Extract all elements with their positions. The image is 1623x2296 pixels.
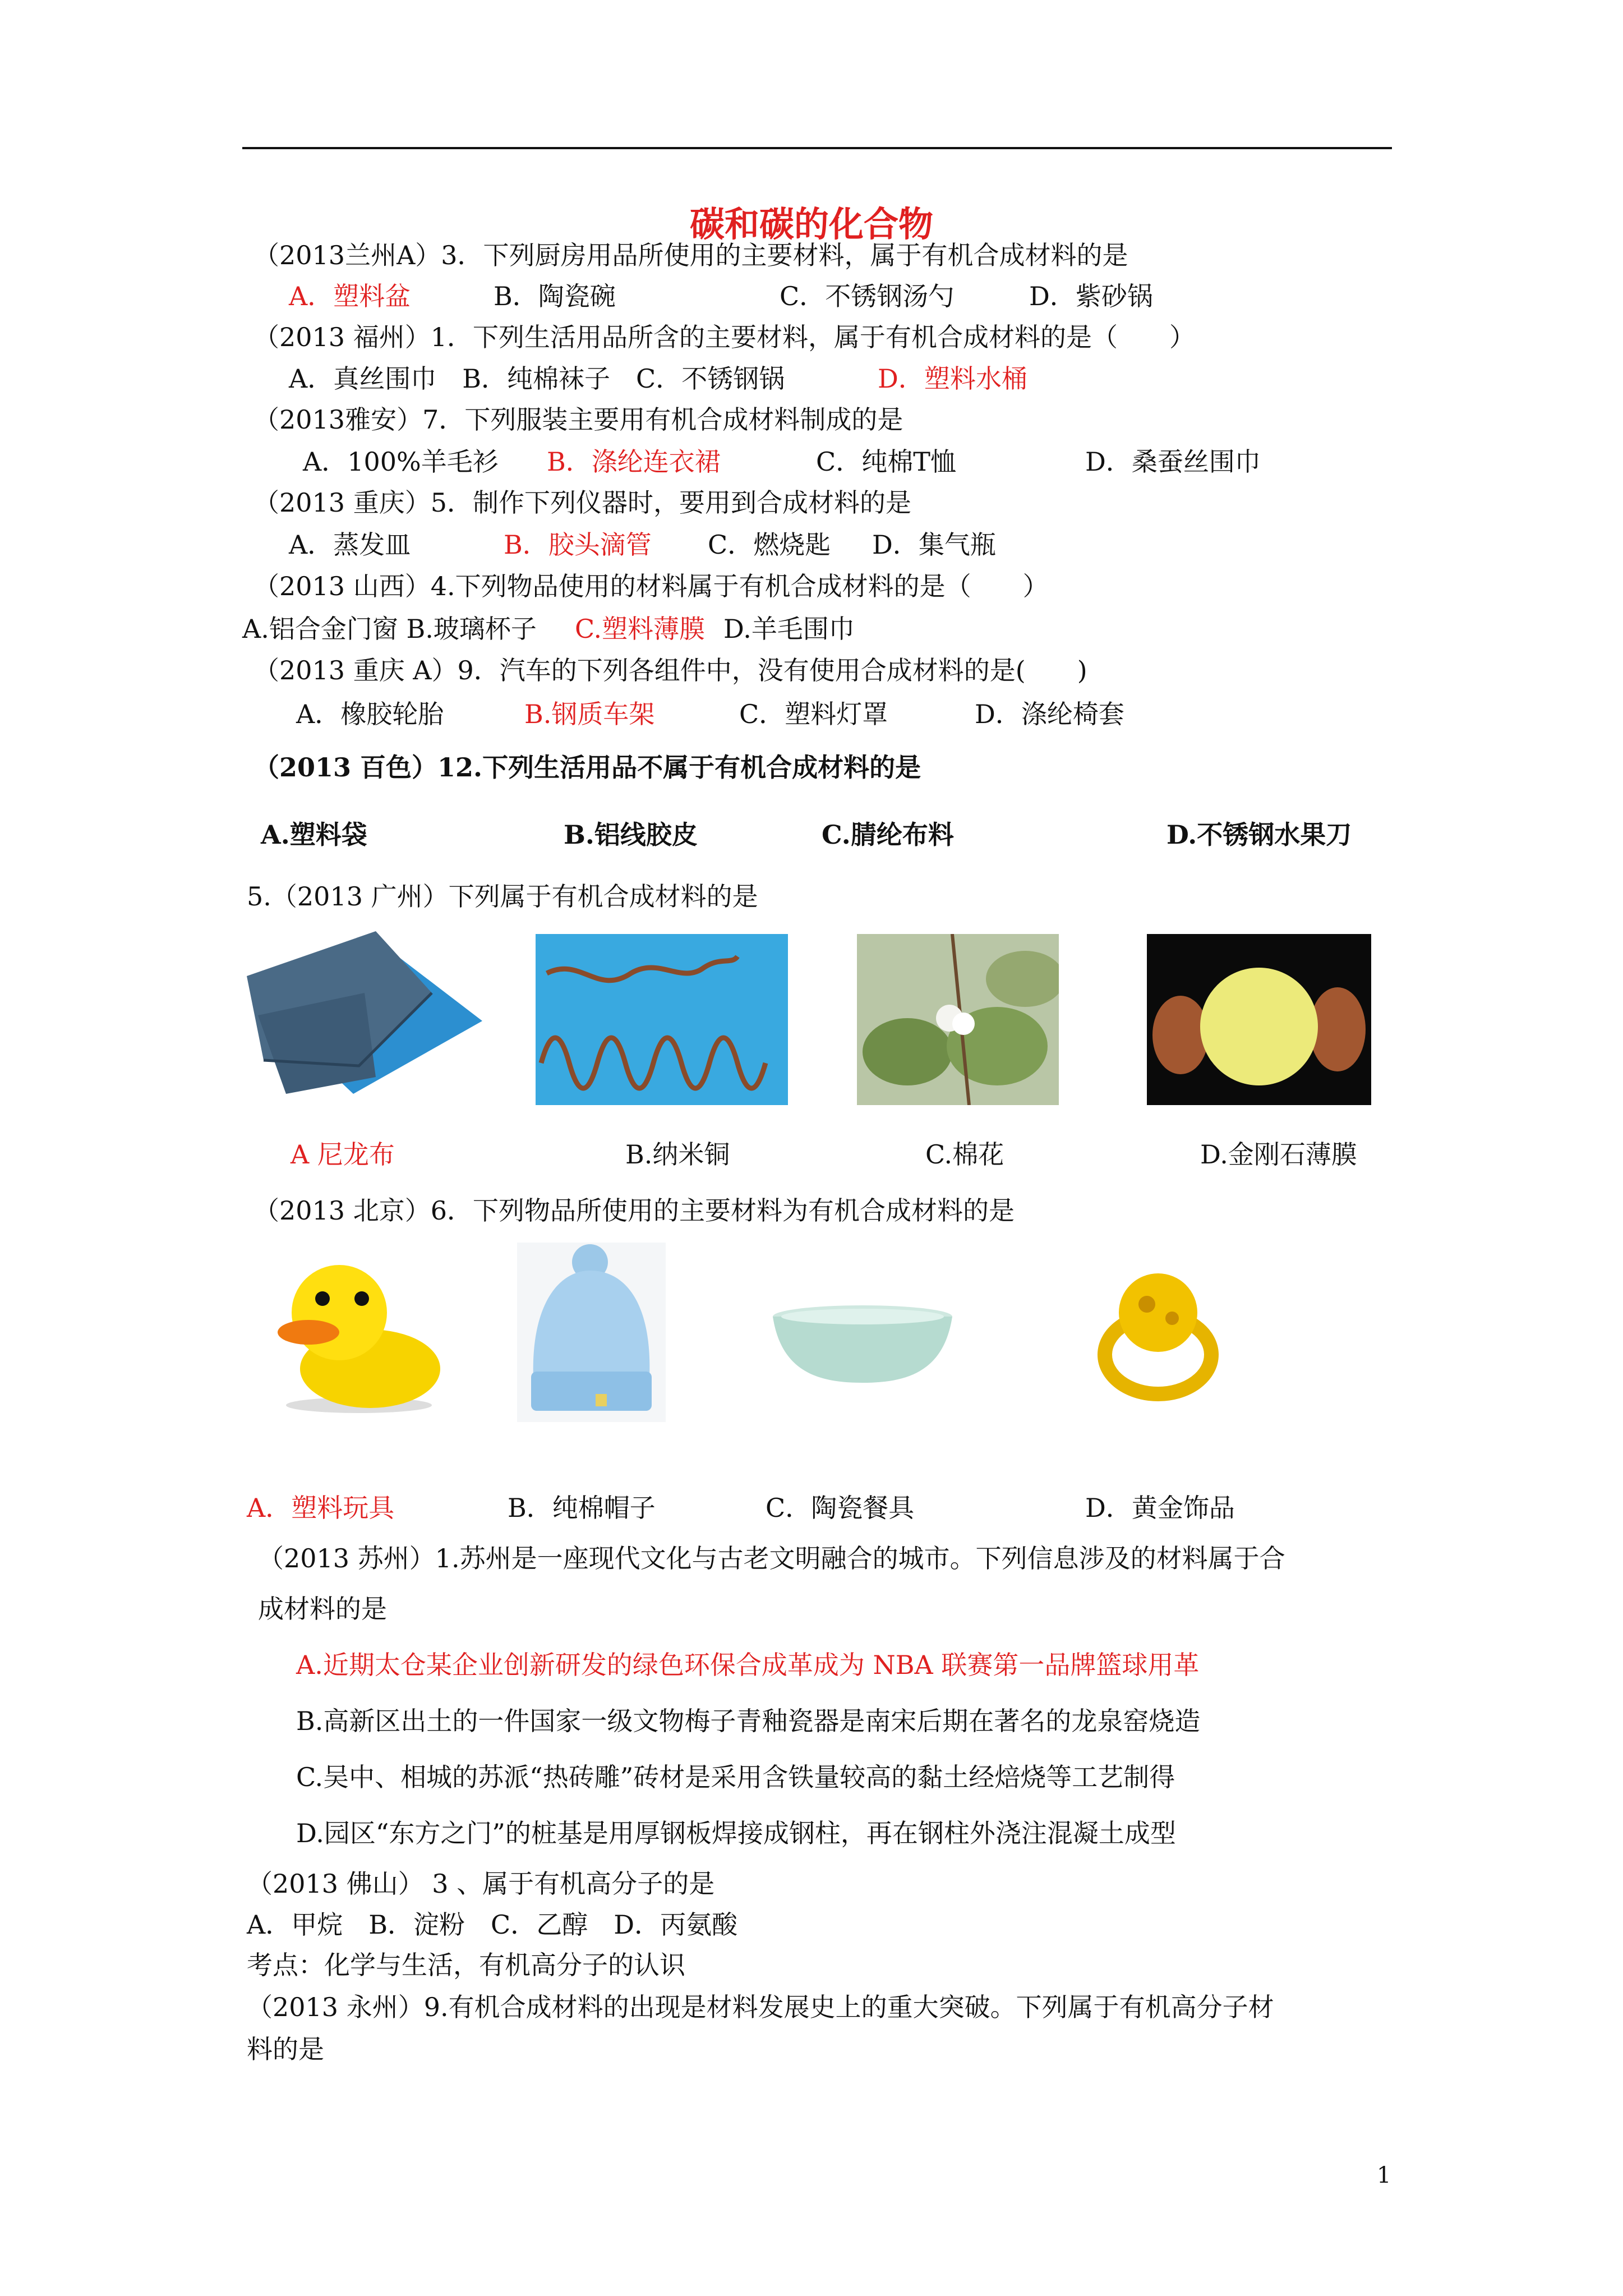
q8-option-a: A 尼龙布: [291, 1139, 395, 1170]
q11-note: 考点：化学与生活，有机高分子的认识: [247, 1950, 685, 1980]
q7-option-d: D.不锈钢水果刀: [1166, 820, 1352, 850]
q9-option-a: A．塑料玩具: [247, 1493, 395, 1523]
q10-option-a: A.近期太仓某企业创新研发的绿色环保合成革成为 NBA 联赛第一品牌篮球用革: [296, 1650, 1200, 1680]
q6-option-c: C．塑料灯罩: [739, 699, 888, 729]
q7-option-b: B.铝线胶皮: [564, 820, 698, 850]
q9-stem: （2013 北京）6．下列物品所使用的主要材料为有机合成材料的是: [253, 1195, 1015, 1226]
q10-option-d: D.园区“东方之门”的桩基是用厚钢板焊接成钢柱，再在钢柱外浇注混凝土成型: [296, 1818, 1176, 1848]
q1-stem: （2013兰州A）3．下列厨房用品所使用的主要材料，属于有机合成材料的是: [253, 240, 1128, 270]
q9-option-c: C．陶瓷餐具: [766, 1493, 915, 1523]
q10-stem-line2: 成材料的是: [258, 1594, 387, 1624]
q7-stem: （2013 百色）12.下列生活用品不属于有机合成材料的是: [253, 752, 921, 783]
page-number: 1: [1377, 2162, 1391, 2188]
q11-options: A．甲烷 B．淀粉 C．乙醇 D．丙氨酸: [247, 1910, 738, 1940]
nano-copper-image: [536, 934, 788, 1105]
q8-option-b: B.纳米铜: [625, 1139, 730, 1170]
q1-option-c: C．不锈钢汤勺: [780, 281, 955, 311]
q6-option-d: D．涤纶椅套: [975, 699, 1124, 729]
q5-option-d: D.羊毛围巾: [723, 614, 855, 644]
q2-option-d: D．塑料水桶: [878, 364, 1027, 394]
q8-option-d: D.金刚石薄膜: [1200, 1139, 1357, 1170]
q1-option-a: A．塑料盆: [289, 281, 411, 311]
q3-stem: （2013雅安）7．下列服装主要用有机合成材料制成的是: [253, 404, 903, 435]
q4-option-a: A．蒸发皿: [289, 530, 411, 560]
q11-stem: （2013 佛山） 3 、属于有机高分子的是: [247, 1869, 715, 1899]
gold-ring-image: [1088, 1265, 1228, 1405]
q6-stem: （2013 重庆 A）9．汽车的下列各组件中，没有使用合成材料的是( ): [253, 655, 1087, 685]
q3-option-a: A．100%羊毛衫: [303, 447, 499, 477]
q4-option-d: D．集气瓶: [872, 530, 996, 560]
cotton-hat-image: [517, 1243, 666, 1422]
q5-options-ab: A.铝合金门窗 B.玻璃杯子: [242, 614, 537, 644]
q9-option-b: B．纯棉帽子: [508, 1493, 656, 1523]
q5-stem: （2013 山西）4.下列物品使用的材料属于有机合成材料的是（ ）: [253, 571, 1049, 601]
q6-option-a: A．橡胶轮胎: [296, 699, 444, 729]
q10-stem-line1: （2013 苏州）1.苏州是一座现代文化与古老文明融合的城市。下列信息涉及的材料属于合: [258, 1543, 1285, 1573]
q1-option-b: B．陶瓷碗: [494, 281, 616, 311]
q3-option-b: B．涤纶连衣裙: [547, 447, 721, 477]
page-title: 碳和碳的化合物: [689, 204, 933, 245]
q6-option-b: B.钢质车架: [524, 699, 655, 729]
q8-option-c: C.棉花: [925, 1139, 1004, 1170]
nylon-cloth-image: [247, 926, 482, 1105]
q10-option-b: B.高新区出土的一件国家一级文物梅子青釉瓷器是南宋后期在著名的龙泉窑烧造: [296, 1706, 1201, 1736]
q5-option-c: C.塑料薄膜: [575, 614, 706, 644]
q1-option-d: D．紫砂锅: [1029, 281, 1153, 311]
q12-stem-line2: 料的是: [247, 2034, 324, 2064]
q3-option-c: C．纯棉T恤: [816, 447, 956, 477]
q12-stem-line1: （2013 永州）9.有机合成材料的出现是材料发展史上的重大突破。下列属于有机高分子材: [247, 1992, 1274, 2022]
q4-option-c: C．燃烧匙: [708, 530, 831, 560]
diamond-film-image: [1147, 934, 1371, 1105]
q4-stem: （2013 重庆）5．制作下列仪器时，要用到合成材料的是: [253, 487, 911, 518]
q4-option-b: B．胶头滴管: [504, 530, 652, 560]
ceramic-bowl-image: [767, 1304, 958, 1388]
rubber-duck-image: [275, 1254, 443, 1416]
q9-option-d: D．黄金饰品: [1085, 1493, 1235, 1523]
q8-stem: 5.（2013 广州）下列属于有机合成材料的是: [247, 881, 758, 912]
header-rule: [242, 147, 1392, 149]
q7-option-a: A.塑料袋: [261, 820, 367, 850]
q2-stem: （2013 福州）1．下列生活用品所含的主要材料，属于有机合成材料的是（ ）: [253, 322, 1195, 352]
q2-options-abc: A．真丝围巾 B．纯棉袜子 C．不锈钢锅: [289, 364, 785, 394]
q10-option-c: C.吴中、相城的苏派“热砖雕”砖材是采用含铁量较高的黏土经焙烧等工艺制得: [296, 1762, 1175, 1792]
q7-option-c: C.腈纶布料: [822, 820, 954, 850]
q3-option-d: D．桑蚕丝围巾: [1085, 447, 1261, 477]
cotton-image: [857, 934, 1059, 1105]
